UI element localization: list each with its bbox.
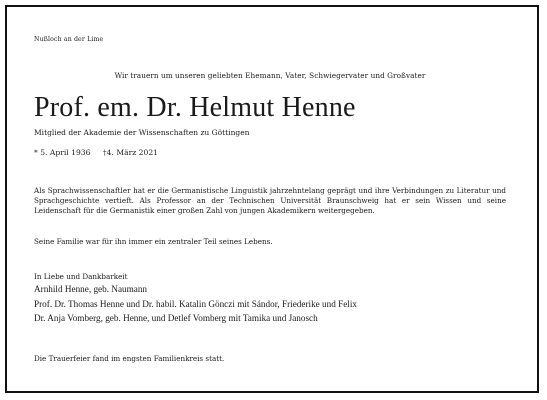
mourner-line: Prof. Dr. Thomas Henne und Dr. habil. Katalin Gönczi mit Sándor, Friederike und Felix	[34, 298, 358, 309]
birth-date: * 5. April 1936	[34, 148, 91, 157]
mourners-list	[34, 282, 506, 326]
membership-text: Mitglied der Akademie der Wissenschaften zu Göttingen	[34, 128, 250, 137]
funeral-note: Die Trauerfeier fand im engsten Familienkreis statt.	[34, 354, 225, 363]
life-dates	[34, 148, 168, 157]
death-date: †4. März 2021	[102, 148, 159, 157]
intro-text: Wir trauern um unseren geliebten Ehemann, Vater, Schwiegervater und Großvater	[114, 71, 426, 80]
biography-text: Als Sprachwissenschaftler hat er die Germanistische Linguistik jahrzehntelang geprägt und ihre Verbindungen zu Literatur und Sprachgeschichte vertieft. Als Professor an der Technischen Universität Braunschweig hat er sein Wissen und seine Leidenschaft für die Germanistik einer großen Zahl von jungen Akademikern weitergegeben.	[34, 186, 506, 215]
mourners-intro: In Liebe und Dankbarkeit	[34, 272, 128, 281]
deceased-name: Prof. em. Dr. Helmut Henne	[34, 92, 356, 123]
mourner-line: Arnhild Henne, geb. Naumann	[34, 284, 148, 294]
location-label: Nußloch an der Lime	[34, 36, 104, 43]
mourner-line: Dr. Anja Vomberg, geb. Henne, und Detlef Vomberg mit Tamika und Janosch	[34, 313, 318, 323]
family-note: Seine Familie war für ihn immer ein zentraler Teil seines Lebens.	[34, 237, 273, 246]
